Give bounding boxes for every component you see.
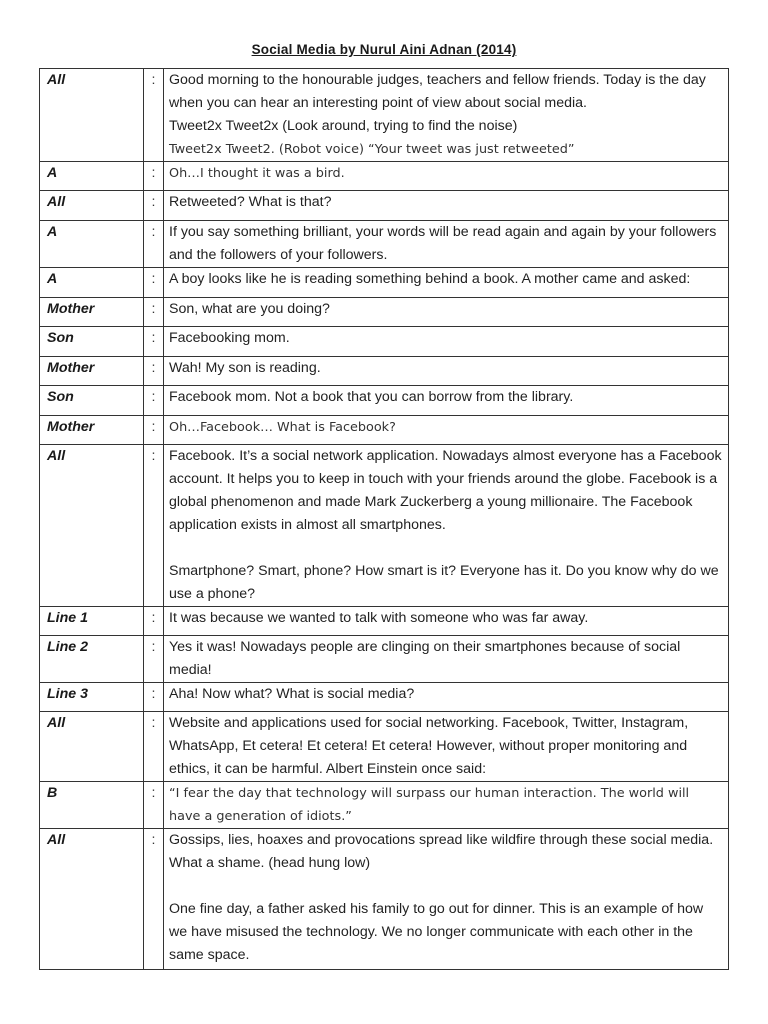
colon-separator: :	[144, 191, 164, 221]
dialogue-paragraph: Retweeted? What is that?	[169, 194, 332, 210]
colon-separator: :	[144, 416, 164, 445]
dialogue-paragraph: Aha! Now what? What is social media?	[169, 686, 415, 702]
dialogue-text	[164, 782, 729, 829]
speaker-label: A	[40, 268, 144, 298]
colon-separator: :	[144, 357, 164, 386]
script-row	[40, 162, 729, 191]
colon-separator: :	[144, 829, 164, 970]
speaker-label: Line 2	[40, 636, 144, 683]
colon-separator: :	[144, 683, 164, 712]
paragraph-gap	[169, 875, 722, 898]
script-table	[39, 68, 729, 970]
dialogue-text	[164, 829, 729, 970]
speaker-label: All	[40, 829, 144, 970]
dialogue-text	[164, 327, 729, 357]
script-row	[40, 221, 729, 268]
dialogue-text	[164, 445, 729, 607]
speaker-label: Son	[40, 386, 144, 416]
dialogue-paragraph: Gossips, lies, hoaxes and provocations spread like wildfire through these social media. What a shame. (head hung low)	[169, 832, 714, 871]
script-row	[40, 191, 729, 221]
script-row	[40, 829, 729, 970]
dialogue-text	[164, 221, 729, 268]
script-row	[40, 782, 729, 829]
dialogue-paragraph: Oh…Facebook… What is Facebook?	[169, 420, 396, 435]
speaker-label: All	[40, 712, 144, 782]
dialogue-paragraph: “I fear the day that technology will surpass our human interaction. The world will have a generation of idiots.”	[169, 786, 690, 824]
colon-separator: :	[144, 445, 164, 607]
script-row	[40, 327, 729, 357]
colon-separator: :	[144, 268, 164, 298]
dialogue-text	[164, 69, 729, 162]
colon-separator: :	[144, 69, 164, 162]
dialogue-paragraph: Oh…I thought it was a bird.	[169, 166, 345, 181]
dialogue-text	[164, 357, 729, 386]
speaker-label: A	[40, 162, 144, 191]
paragraph-gap	[169, 537, 722, 560]
speaker-label: A	[40, 221, 144, 268]
dialogue-text	[164, 416, 729, 445]
dialogue-paragraph: Son, what are you doing?	[169, 301, 330, 317]
colon-separator: :	[144, 298, 164, 327]
script-row	[40, 69, 729, 162]
colon-separator: :	[144, 162, 164, 191]
dialogue-paragraph: Facebook mom. Not a book that you can borrow from the library.	[169, 389, 574, 405]
script-row	[40, 445, 729, 607]
colon-separator: :	[144, 712, 164, 782]
dialogue-paragraph: Facebook. It’s a social network application. Nowadays almost everyone has a Facebook account. It helps you to keep in touch with your friends around the globe. Facebook is a global phenomenon and made Mark Zuckerberg a young millionaire. The Facebook application exists in almost all smartphones.	[169, 448, 722, 533]
script-row	[40, 683, 729, 712]
speaker-label: All	[40, 445, 144, 607]
dialogue-paragraph: Yes it was! Nowadays people are clinging on their smartphones because of social media!	[169, 639, 681, 678]
speaker-label: Line 1	[40, 607, 144, 636]
colon-separator: :	[144, 782, 164, 829]
speaker-label: All	[40, 191, 144, 221]
dialogue-text	[164, 162, 729, 191]
dialogue-paragraph: Website and applications used for social networking. Facebook, Twitter, Instagram, WhatsApp, Et cetera! Et cetera! Et cetera! However, without proper monitoring and ethics, it can be harmful. Albert Einstein once said:	[169, 715, 689, 777]
dialogue-paragraph: Tweet2x Tweet2x (Look around, trying to find the noise)	[169, 118, 518, 134]
script-row	[40, 357, 729, 386]
speaker-label: B	[40, 782, 144, 829]
dialogue-paragraph: A boy looks like he is reading something behind a book. A mother came and asked:	[169, 271, 691, 287]
dialogue-text	[164, 636, 729, 683]
speaker-label: Mother	[40, 298, 144, 327]
dialogue-text	[164, 298, 729, 327]
dialogue-paragraph: Smartphone? Smart, phone? How smart is it? Everyone has it. Do you know why do we use a phone?	[169, 563, 719, 602]
colon-separator: :	[144, 636, 164, 683]
script-row	[40, 712, 729, 782]
script-row	[40, 298, 729, 327]
dialogue-paragraph: It was because we wanted to talk with someone who was far away.	[169, 610, 589, 626]
colon-separator: :	[144, 386, 164, 416]
speaker-label: All	[40, 69, 144, 162]
colon-separator: :	[144, 221, 164, 268]
dialogue-paragraph: Wah! My son is reading.	[169, 360, 321, 376]
speaker-label: Line 3	[40, 683, 144, 712]
speaker-label: Son	[40, 327, 144, 357]
speaker-label: Mother	[40, 357, 144, 386]
script-row	[40, 386, 729, 416]
script-row	[40, 268, 729, 298]
dialogue-paragraph: If you say something brilliant, your words will be read again and again by your followers and the followers of your followers.	[169, 224, 717, 263]
speaker-label: Mother	[40, 416, 144, 445]
script-row	[40, 607, 729, 636]
colon-separator: :	[144, 327, 164, 357]
dialogue-text	[164, 712, 729, 782]
document-title: Social Media by Nurul Aini Adnan (2014)	[251, 42, 517, 57]
dialogue-text	[164, 191, 729, 221]
dialogue-text	[164, 607, 729, 636]
script-row	[40, 636, 729, 683]
dialogue-text	[164, 268, 729, 298]
dialogue-paragraph: Facebooking mom.	[169, 330, 290, 346]
dialogue-paragraph: Good morning to the honourable judges, teachers and fellow friends. Today is the day when you can hear an interesting point of view about social media.	[169, 72, 706, 111]
colon-separator: :	[144, 607, 164, 636]
dialogue-text	[164, 386, 729, 416]
dialogue-text	[164, 683, 729, 712]
dialogue-paragraph: One fine day, a father asked his family to go out for dinner. This is an example of how we have misused the technology. We no longer communicate with each other in the same space.	[169, 901, 704, 963]
dialogue-paragraph: Tweet2x Tweet2. (Robot voice) “Your tweet was just retweeted”	[169, 142, 575, 157]
script-row	[40, 416, 729, 445]
